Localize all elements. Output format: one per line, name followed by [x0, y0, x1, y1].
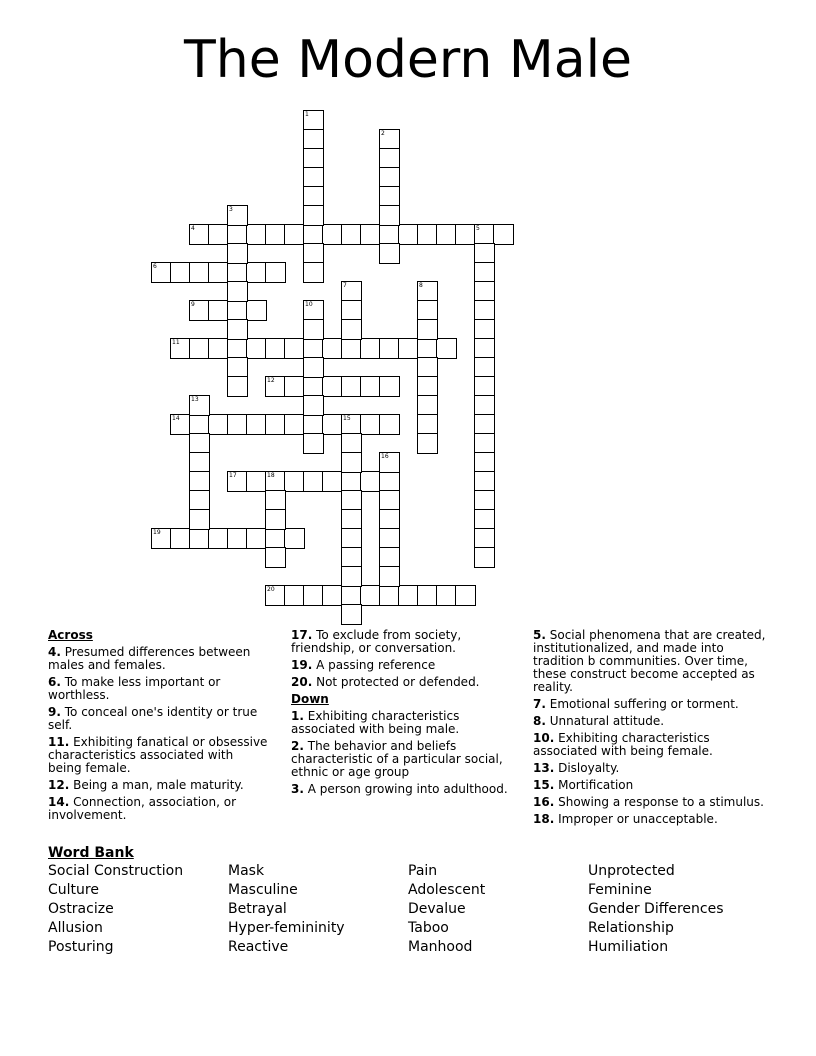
- puzzle-title: The Modern Male: [183, 30, 633, 90]
- cell-number: 2: [381, 130, 385, 137]
- word-bank-item: Manhood: [408, 939, 473, 955]
- grid-cell[interactable]: [322, 376, 343, 397]
- grid-cell[interactable]: [227, 528, 248, 549]
- grid-cell[interactable]: [265, 471, 286, 492]
- grid-cell[interactable]: [474, 243, 495, 264]
- grid-cell[interactable]: [474, 338, 495, 359]
- grid-cell[interactable]: [417, 300, 438, 321]
- word-bank-header: Word Bank: [48, 845, 134, 861]
- down-clue: 5. Social phenomena that are created, institutionalized, and made into tradition b communities. Over time, these construct become accepted as reality.: [533, 628, 766, 694]
- grid-cell[interactable]: [227, 376, 248, 397]
- grid-cell[interactable]: [398, 338, 419, 359]
- grid-cell[interactable]: [379, 585, 400, 606]
- grid-cell[interactable]: [303, 585, 324, 606]
- grid-cell[interactable]: [379, 186, 400, 207]
- grid-cell[interactable]: [474, 528, 495, 549]
- word-bank-item: Ostracize: [48, 901, 114, 917]
- grid-cell[interactable]: [303, 224, 324, 245]
- grid-cell[interactable]: [265, 376, 286, 397]
- grid-cell[interactable]: [265, 262, 286, 283]
- grid-cell[interactable]: [379, 205, 400, 226]
- word-bank-item: Feminine: [588, 882, 652, 898]
- grid-cell[interactable]: [417, 433, 438, 454]
- grid-cell[interactable]: [189, 338, 210, 359]
- grid-cell[interactable]: [227, 319, 248, 340]
- word-bank-item: Hyper-femininity: [228, 920, 345, 936]
- grid-cell[interactable]: [189, 414, 210, 435]
- grid-cell[interactable]: [322, 224, 343, 245]
- grid-cell[interactable]: [474, 262, 495, 283]
- grid-cell[interactable]: [360, 376, 381, 397]
- grid-cell[interactable]: [379, 490, 400, 511]
- grid-cell[interactable]: [341, 300, 362, 321]
- grid-cell[interactable]: [379, 224, 400, 245]
- grid-cell[interactable]: [265, 338, 286, 359]
- grid-cell[interactable]: [341, 376, 362, 397]
- grid-cell[interactable]: [417, 357, 438, 378]
- grid-cell[interactable]: [341, 528, 362, 549]
- grid-cell[interactable]: [303, 395, 324, 416]
- down-clue: 1. Exhibiting characteristics associated with being male.: [291, 709, 460, 736]
- grid-cell[interactable]: [284, 585, 305, 606]
- grid-cell[interactable]: [379, 414, 400, 435]
- grid-cell[interactable]: [303, 186, 324, 207]
- cell-number: 17: [229, 472, 237, 479]
- grid-cell[interactable]: [474, 395, 495, 416]
- grid-cell[interactable]: [303, 414, 324, 435]
- clues-column-1: [48, 629, 270, 826]
- grid-cell[interactable]: [474, 509, 495, 530]
- grid-cell[interactable]: [208, 300, 229, 321]
- down-clue: 7. Emotional suffering or torment.: [533, 697, 739, 711]
- word-bank-item: Culture: [48, 882, 99, 898]
- grid-cell[interactable]: [379, 129, 400, 150]
- grid-cell[interactable]: [284, 376, 305, 397]
- down-clue: 3. A person growing into adulthood.: [291, 782, 508, 796]
- grid-cell[interactable]: [417, 338, 438, 359]
- grid-cell[interactable]: [341, 281, 362, 302]
- grid-cell[interactable]: [303, 243, 324, 264]
- grid-cell[interactable]: [417, 224, 438, 245]
- grid-cell[interactable]: [379, 566, 400, 587]
- grid-cell[interactable]: [208, 528, 229, 549]
- word-bank-item: Betrayal: [228, 901, 287, 917]
- grid-cell[interactable]: [227, 224, 248, 245]
- grid-cell[interactable]: [170, 528, 191, 549]
- grid-cell[interactable]: [417, 319, 438, 340]
- grid-cell[interactable]: [322, 414, 343, 435]
- grid-cell[interactable]: [436, 338, 457, 359]
- word-bank-item: Taboo: [408, 920, 449, 936]
- grid-cell[interactable]: [341, 433, 362, 454]
- grid-cell[interactable]: [208, 414, 229, 435]
- grid-cell[interactable]: [303, 471, 324, 492]
- across-clue: 4. Presumed differences between males and females.: [48, 645, 251, 672]
- across-clue: 20. Not protected or defended.: [291, 675, 480, 689]
- grid-cell[interactable]: [341, 547, 362, 568]
- grid-cell[interactable]: [341, 566, 362, 587]
- grid-cell[interactable]: [265, 224, 286, 245]
- cell-number: 1: [305, 111, 309, 118]
- grid-cell[interactable]: [322, 338, 343, 359]
- down-clue: 2. The behavior and beliefs characteristic of a particular social, ethnic or age group: [291, 739, 503, 779]
- down-clue: 8. Unnatural attitude.: [533, 714, 665, 728]
- grid-cell[interactable]: [379, 148, 400, 169]
- cell-number: 11: [172, 339, 180, 346]
- grid-cell[interactable]: [341, 471, 362, 492]
- grid-cell[interactable]: [303, 338, 324, 359]
- grid-cell[interactable]: [341, 509, 362, 530]
- grid-cell[interactable]: [189, 395, 210, 416]
- across-clue: 9. To conceal one's identity or true self.: [48, 705, 258, 732]
- grid-cell[interactable]: [227, 205, 248, 226]
- grid-cell[interactable]: [474, 547, 495, 568]
- grid-cell[interactable]: [284, 414, 305, 435]
- grid-cell[interactable]: [265, 490, 286, 511]
- grid-cell[interactable]: [170, 262, 191, 283]
- grid-cell[interactable]: [303, 167, 324, 188]
- clues-column-2: [291, 629, 511, 800]
- grid-cell[interactable]: [189, 471, 210, 492]
- word-bank-item: Humiliation: [588, 939, 669, 955]
- grid-cell[interactable]: [303, 433, 324, 454]
- word-bank-item: Gender Differences: [588, 901, 724, 917]
- grid-cell[interactable]: [341, 585, 362, 606]
- grid-cell[interactable]: [398, 585, 419, 606]
- word-bank-item: Relationship: [588, 920, 674, 936]
- grid-cell[interactable]: [227, 414, 248, 435]
- down-clue: 10. Exhibiting characteristics associated with being female.: [533, 731, 713, 758]
- grid-cell[interactable]: [303, 376, 324, 397]
- grid-cell[interactable]: [474, 490, 495, 511]
- grid-cell[interactable]: [341, 338, 362, 359]
- cell-number: 7: [343, 282, 347, 289]
- cell-number: 3: [229, 206, 233, 213]
- word-bank-item: Posturing: [48, 939, 114, 955]
- grid-cell[interactable]: [379, 167, 400, 188]
- grid-cell[interactable]: [322, 585, 343, 606]
- across-clue: 11. Exhibiting fanatical or obsessive characteristics associated with being female.: [48, 735, 268, 775]
- grid-cell[interactable]: [246, 224, 267, 245]
- grid-cell[interactable]: [189, 300, 210, 321]
- grid-cell[interactable]: [246, 262, 267, 283]
- across-clue: 17. To exclude from society, friendship, or conversation.: [291, 628, 462, 655]
- grid-cell[interactable]: [246, 338, 267, 359]
- cell-number: 6: [153, 263, 157, 270]
- grid-cell[interactable]: [360, 338, 381, 359]
- grid-cell[interactable]: [189, 528, 210, 549]
- grid-cell[interactable]: [303, 129, 324, 150]
- grid-cell[interactable]: [379, 338, 400, 359]
- grid-cell[interactable]: [246, 414, 267, 435]
- grid-cell[interactable]: [474, 281, 495, 302]
- cell-number: 4: [191, 225, 195, 232]
- grid-cell[interactable]: [474, 433, 495, 454]
- grid-cell[interactable]: [227, 357, 248, 378]
- cell-number: 13: [191, 396, 199, 403]
- grid-cell[interactable]: [474, 357, 495, 378]
- grid-cell[interactable]: [455, 224, 476, 245]
- cell-number: 9: [191, 301, 195, 308]
- grid-cell[interactable]: [208, 262, 229, 283]
- cell-number: 10: [305, 301, 313, 308]
- grid-cell[interactable]: [436, 224, 457, 245]
- grid-cell[interactable]: [379, 471, 400, 492]
- grid-cell[interactable]: [474, 471, 495, 492]
- word-bank-item: Reactive: [228, 939, 289, 955]
- grid-cell[interactable]: [341, 604, 362, 625]
- grid-cell[interactable]: [379, 528, 400, 549]
- grid-cell[interactable]: [474, 414, 495, 435]
- cell-number: 12: [267, 377, 275, 384]
- grid-cell[interactable]: [474, 319, 495, 340]
- grid-cell[interactable]: [360, 414, 381, 435]
- down-clue: 13. Disloyalty.: [533, 761, 620, 775]
- cell-number: 8: [419, 282, 423, 289]
- cell-number: 16: [381, 453, 389, 460]
- down-clue: 15. Mortification: [533, 778, 634, 792]
- down-clue: 18. Improper or unacceptable.: [533, 812, 718, 826]
- grid-cell[interactable]: [246, 300, 267, 321]
- grid-cell[interactable]: [246, 471, 267, 492]
- cell-number: 19: [153, 529, 161, 536]
- grid-cell[interactable]: [265, 528, 286, 549]
- grid-cell[interactable]: [284, 528, 305, 549]
- grid-cell[interactable]: [265, 509, 286, 530]
- grid-cell[interactable]: [303, 262, 324, 283]
- word-bank-item: Pain: [408, 863, 438, 879]
- grid-cell[interactable]: [474, 224, 495, 245]
- grid-cell[interactable]: [341, 452, 362, 473]
- clues-column-3: [533, 629, 773, 830]
- grid-cell[interactable]: [417, 585, 438, 606]
- across-clue: 14. Connection, association, or involvement.: [48, 795, 236, 822]
- word-bank-item: Mask: [228, 863, 265, 879]
- across-clue: 12. Being a man, male maturity.: [48, 778, 244, 792]
- grid-cell[interactable]: [379, 376, 400, 397]
- grid-cell[interactable]: [151, 262, 172, 283]
- grid-cell[interactable]: [189, 490, 210, 511]
- grid-cell[interactable]: [474, 376, 495, 397]
- grid-cell[interactable]: [265, 585, 286, 606]
- grid-cell[interactable]: [227, 262, 248, 283]
- grid-cell[interactable]: [170, 414, 191, 435]
- grid-cell[interactable]: [379, 243, 400, 264]
- word-bank-item: Masculine: [228, 882, 298, 898]
- word-bank-item: Allusion: [48, 920, 103, 936]
- grid-cell[interactable]: [189, 452, 210, 473]
- grid-cell[interactable]: [417, 281, 438, 302]
- grid-cell[interactable]: [322, 471, 343, 492]
- grid-cell[interactable]: [170, 338, 191, 359]
- cell-number: 15: [343, 415, 351, 422]
- grid-cell[interactable]: [303, 148, 324, 169]
- grid-cell[interactable]: [265, 547, 286, 568]
- grid-cell[interactable]: [379, 509, 400, 530]
- grid-cell[interactable]: [284, 471, 305, 492]
- grid-cell[interactable]: [436, 585, 457, 606]
- grid-cell[interactable]: [227, 243, 248, 264]
- cell-number: 20: [267, 586, 275, 593]
- grid-cell[interactable]: [360, 471, 381, 492]
- grid-cell[interactable]: [455, 585, 476, 606]
- grid-cell[interactable]: [303, 205, 324, 226]
- grid-cell[interactable]: [303, 300, 324, 321]
- grid-cell[interactable]: [341, 319, 362, 340]
- grid-cell[interactable]: [303, 110, 324, 131]
- word-bank-item: Devalue: [408, 901, 466, 917]
- grid-cell[interactable]: [208, 224, 229, 245]
- grid-cell[interactable]: [284, 338, 305, 359]
- grid-cell[interactable]: [227, 471, 248, 492]
- grid-cell[interactable]: [341, 224, 362, 245]
- grid-cell[interactable]: [360, 585, 381, 606]
- grid-cell[interactable]: [189, 224, 210, 245]
- word-bank-item: Adolescent: [408, 882, 486, 898]
- across-header: Across: [48, 628, 93, 642]
- grid-cell[interactable]: [227, 281, 248, 302]
- grid-cell[interactable]: [189, 433, 210, 454]
- word-bank: [48, 845, 788, 958]
- grid-cell[interactable]: [208, 338, 229, 359]
- grid-cell[interactable]: [474, 452, 495, 473]
- across-clue: 19. A passing reference: [291, 658, 436, 672]
- grid-cell[interactable]: [303, 357, 324, 378]
- word-bank-item: Social Construction: [48, 863, 184, 879]
- grid-cell[interactable]: [417, 376, 438, 397]
- grid-cell[interactable]: [246, 528, 267, 549]
- grid-cell[interactable]: [227, 338, 248, 359]
- grid-cell[interactable]: [379, 452, 400, 473]
- down-header: Down: [291, 692, 329, 706]
- grid-cell[interactable]: [341, 414, 362, 435]
- grid-cell[interactable]: [227, 300, 248, 321]
- grid-cell[interactable]: [189, 509, 210, 530]
- grid-cell[interactable]: [398, 224, 419, 245]
- cell-number: 5: [476, 225, 480, 232]
- across-clue: 6. To make less important or worthless.: [48, 675, 221, 702]
- cell-number: 18: [267, 472, 275, 479]
- grid-cell[interactable]: [265, 414, 286, 435]
- grid-cell[interactable]: [151, 528, 172, 549]
- cell-number: 14: [172, 415, 180, 422]
- word-bank-item: Unprotected: [588, 863, 675, 879]
- grid-cell[interactable]: [360, 224, 381, 245]
- grid-cell[interactable]: [493, 224, 514, 245]
- word-bank-list: [48, 863, 788, 958]
- grid-cell[interactable]: [341, 490, 362, 511]
- grid-cell[interactable]: [189, 262, 210, 283]
- grid-cell[interactable]: [474, 300, 495, 321]
- grid-cell[interactable]: [417, 414, 438, 435]
- grid-cell[interactable]: [417, 395, 438, 416]
- grid-cell[interactable]: [284, 224, 305, 245]
- down-clue: 16. Showing a response to a stimulus.: [533, 795, 764, 809]
- grid-cell[interactable]: [303, 319, 324, 340]
- grid-cell[interactable]: [379, 547, 400, 568]
